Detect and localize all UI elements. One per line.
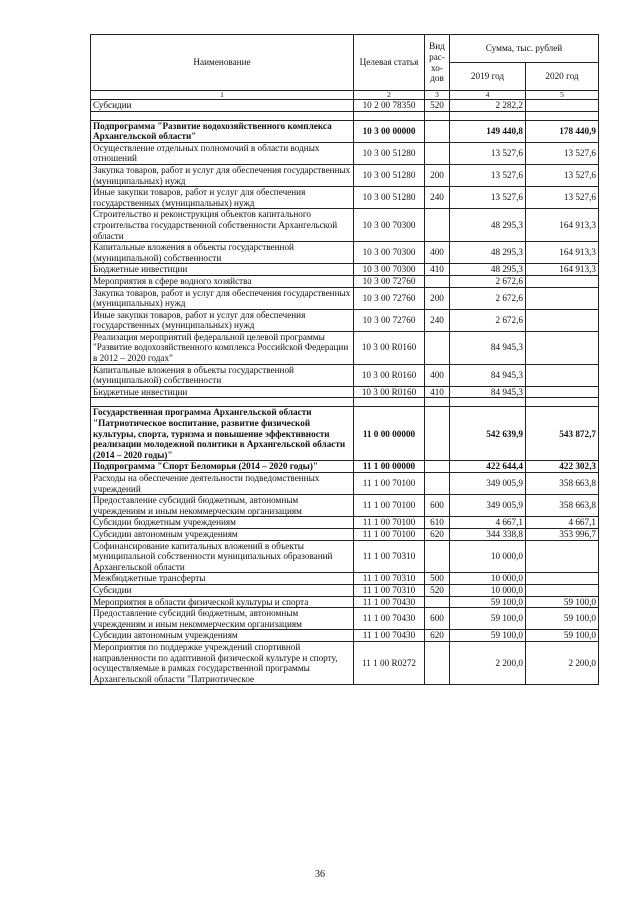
cell-sum-2020 [526, 584, 599, 596]
cell-sum-2020 [526, 573, 599, 585]
empty-cell [354, 398, 425, 407]
cell-name: Предоставление субсидий бюджетным, автономным учреждениям и иным некоммерческим организациям [91, 495, 354, 517]
table-row [91, 209, 599, 242]
cell-sum-2020 [526, 100, 599, 112]
budget-table [90, 34, 599, 685]
empty-cell [91, 398, 354, 407]
table-row [91, 309, 599, 331]
cell-sum-2019: 84 945,3 [450, 386, 526, 398]
header-article: Целевая статья [354, 35, 425, 91]
cell-sum-2019: 48 295,3 [450, 242, 526, 264]
cell-type: 620 [425, 528, 450, 540]
cell-type: 240 [425, 187, 450, 209]
cell-type [425, 120, 450, 142]
cell-sum-2019: 349 005,9 [450, 495, 526, 517]
cell-sum-2020 [526, 386, 599, 398]
cell-name: Бюджетные инвестиции [91, 264, 354, 276]
cell-type: 240 [425, 309, 450, 331]
cell-name: Софинансирование капитальных вложений в объекты муниципальной собственности муниципальных образований Архангельской области [91, 540, 354, 573]
cell-article: 10 3 00 72760 [354, 275, 425, 287]
cell-type [425, 275, 450, 287]
cell-type: 200 [425, 164, 450, 186]
column-index: 1 [91, 91, 354, 100]
cell-article: 11 1 00 R0272 [354, 641, 425, 684]
cell-sum-2020: 358 663,8 [526, 495, 599, 517]
empty-cell [526, 111, 599, 120]
table-row [91, 584, 599, 596]
cell-name: Реализация мероприятий федеральной целевой программы "Развитие водохозяйственного комплекса Российской Федерации в 2012 – 2020 годах" [91, 331, 354, 364]
column-index: 5 [526, 91, 599, 100]
table-row [91, 164, 599, 186]
table-row [91, 386, 599, 398]
cell-article: 11 1 00 70100 [354, 528, 425, 540]
cell-sum-2020: 13 527,6 [526, 142, 599, 164]
cell-sum-2020: 2 200,0 [526, 641, 599, 684]
table-row [91, 275, 599, 287]
cell-name: Подпрограмма "Развитие водохозяйственного комплекса Архангельской области" [91, 120, 354, 142]
cell-type [425, 142, 450, 164]
cell-sum-2019: 149 440,8 [450, 120, 526, 142]
cell-type [425, 540, 450, 573]
cell-sum-2019: 10 000,0 [450, 584, 526, 596]
cell-name: Осуществление отдельных полномочий в области водных отношений [91, 142, 354, 164]
table-row [91, 528, 599, 540]
cell-sum-2020: 59 100,0 [526, 608, 599, 630]
cell-type: 410 [425, 386, 450, 398]
cell-article: 11 1 00 00000 [354, 461, 425, 473]
table-row [91, 495, 599, 517]
header-name: Наименование [91, 35, 354, 91]
empty-cell [425, 398, 450, 407]
empty-cell [354, 111, 425, 120]
table-row [91, 540, 599, 573]
empty-cell [450, 398, 526, 407]
cell-sum-2020: 4 667,1 [526, 517, 599, 529]
empty-cell [526, 398, 599, 407]
cell-sum-2019: 59 100,0 [450, 630, 526, 642]
cell-sum-2020 [526, 540, 599, 573]
cell-sum-2019: 4 667,1 [450, 517, 526, 529]
cell-article: 10 3 00 72760 [354, 309, 425, 331]
cell-name: Государственная программа Архангельской области "Патриотическое воспитание, развитие физической культуры, спорта, туризма и повышение эффективности реализации молодежной политики в Архангельской области (2014 – 2020 годы)" [91, 407, 354, 461]
cell-name: Иные закупки товаров, работ и услуг для обеспечения государственных (муниципальных) нужд [91, 187, 354, 209]
cell-name: Субсидии автономным учреждениям [91, 630, 354, 642]
cell-name: Подпрограмма "Спорт Беломорья (2014 – 2020 годы)" [91, 461, 354, 473]
cell-name: Иные закупки товаров, работ и услуг для обеспечения государственных (муниципальных) нужд [91, 309, 354, 331]
cell-article: 10 3 00 70300 [354, 209, 425, 242]
cell-article: 11 1 00 70310 [354, 584, 425, 596]
table-row [91, 120, 599, 142]
cell-type [425, 331, 450, 364]
cell-sum-2020: 164 913,3 [526, 242, 599, 264]
cell-sum-2020: 59 100,0 [526, 630, 599, 642]
table-row [91, 142, 599, 164]
spacer-row [91, 398, 599, 407]
cell-sum-2020: 164 913,3 [526, 209, 599, 242]
cell-sum-2020 [526, 287, 599, 309]
cell-sum-2019: 2 672,6 [450, 309, 526, 331]
cell-sum-2019: 349 005,9 [450, 473, 526, 495]
cell-type: 600 [425, 495, 450, 517]
cell-name: Субсидии бюджетным учреждениям [91, 517, 354, 529]
table-row [91, 608, 599, 630]
cell-name: Субсидии [91, 584, 354, 596]
cell-type: 600 [425, 608, 450, 630]
cell-type: 520 [425, 100, 450, 112]
table-row [91, 187, 599, 209]
header-sum: Сумма, тыс. рублей [450, 35, 599, 63]
cell-sum-2019: 422 644,4 [450, 461, 526, 473]
cell-article: 10 3 00 51280 [354, 187, 425, 209]
header-year-2019: 2019 год [450, 63, 526, 91]
cell-type: 520 [425, 584, 450, 596]
cell-article: 10 3 00 51280 [354, 142, 425, 164]
cell-sum-2019: 48 295,3 [450, 264, 526, 276]
cell-sum-2019: 13 527,6 [450, 187, 526, 209]
table-row [91, 596, 599, 608]
page-number: 36 [315, 869, 325, 880]
table-row [91, 100, 599, 112]
cell-sum-2019: 10 000,0 [450, 573, 526, 585]
table-row [91, 287, 599, 309]
header-year-2020: 2020 год [526, 63, 599, 91]
cell-article: 10 3 00 R0160 [354, 331, 425, 364]
table-row [91, 641, 599, 684]
cell-name: Межбюджетные трансферты [91, 573, 354, 585]
cell-article: 11 1 00 70430 [354, 630, 425, 642]
cell-sum-2019: 2 282,2 [450, 100, 526, 112]
cell-type [425, 473, 450, 495]
header-type: Вид рас-хо-дов [425, 35, 450, 91]
cell-type [425, 596, 450, 608]
table-body [91, 100, 599, 685]
cell-sum-2020: 59 100,0 [526, 596, 599, 608]
cell-name: Субсидии [91, 100, 354, 112]
cell-article: 11 1 00 70100 [354, 473, 425, 495]
cell-name: Строительство и реконструкция объектов капитального строительства государственной собственности Архангельской области [91, 209, 354, 242]
cell-sum-2020: 13 527,6 [526, 164, 599, 186]
cell-article: 11 1 00 70430 [354, 596, 425, 608]
cell-article: 11 1 00 70100 [354, 495, 425, 517]
header-row [91, 35, 599, 63]
cell-type: 500 [425, 573, 450, 585]
table-row [91, 630, 599, 642]
table-row [91, 264, 599, 276]
cell-sum-2019: 13 527,6 [450, 142, 526, 164]
cell-sum-2019: 59 100,0 [450, 608, 526, 630]
cell-article: 10 2 00 78350 [354, 100, 425, 112]
cell-name: Капитальные вложения в объекты государственной (муниципальной) собственности [91, 364, 354, 386]
table-row [91, 517, 599, 529]
column-index: 3 [425, 91, 450, 100]
cell-type [425, 209, 450, 242]
cell-sum-2019: 13 527,6 [450, 164, 526, 186]
cell-type [425, 641, 450, 684]
cell-sum-2019: 84 945,3 [450, 364, 526, 386]
table-row [91, 407, 599, 461]
cell-article: 11 0 00 00000 [354, 407, 425, 461]
cell-type [425, 407, 450, 461]
table-row [91, 364, 599, 386]
empty-cell [450, 111, 526, 120]
cell-name: Мероприятия в сфере водного хозяйства [91, 275, 354, 287]
cell-article: 10 3 00 R0160 [354, 386, 425, 398]
cell-sum-2020: 353 996,7 [526, 528, 599, 540]
cell-article: 10 3 00 70300 [354, 242, 425, 264]
cell-sum-2019: 2 200,0 [450, 641, 526, 684]
cell-sum-2020: 178 440,9 [526, 120, 599, 142]
cell-sum-2019: 2 672,6 [450, 287, 526, 309]
cell-sum-2019: 84 945,3 [450, 331, 526, 364]
cell-type: 410 [425, 264, 450, 276]
cell-type: 400 [425, 364, 450, 386]
cell-name: Мероприятия в области физической культуры и спорта [91, 596, 354, 608]
cell-sum-2020 [526, 364, 599, 386]
cell-sum-2020 [526, 275, 599, 287]
cell-article: 10 3 00 51280 [354, 164, 425, 186]
cell-sum-2019: 344 338,8 [450, 528, 526, 540]
cell-sum-2019: 542 639,9 [450, 407, 526, 461]
cell-name: Расходы на обеспечение деятельности подведомственных учреждений [91, 473, 354, 495]
column-index: 4 [450, 91, 526, 100]
cell-sum-2019: 2 672,6 [450, 275, 526, 287]
cell-article: 11 1 00 70430 [354, 608, 425, 630]
cell-article: 11 1 00 70310 [354, 573, 425, 585]
cell-article: 10 3 00 R0160 [354, 364, 425, 386]
cell-article: 10 3 00 70300 [354, 264, 425, 276]
column-index: 2 [354, 91, 425, 100]
column-index-row [91, 91, 599, 100]
cell-type: 610 [425, 517, 450, 529]
cell-name: Предоставление субсидий бюджетным, автономным учреждениям и иным некоммерческим организациям [91, 608, 354, 630]
cell-sum-2020: 543 872,7 [526, 407, 599, 461]
cell-sum-2019: 48 295,3 [450, 209, 526, 242]
table-row [91, 573, 599, 585]
cell-name: Субсидии автономным учреждениям [91, 528, 354, 540]
cell-name: Мероприятия по поддержке учреждений спортивной направленности по адаптивной физической культуре и спорту, осуществляемые в рамках государственной программы Архангельской области "Патриотическое [91, 641, 354, 684]
table-row [91, 242, 599, 264]
cell-name: Бюджетные инвестиции [91, 386, 354, 398]
cell-article: 11 1 00 70100 [354, 517, 425, 529]
cell-article: 10 3 00 72760 [354, 287, 425, 309]
empty-cell [425, 111, 450, 120]
cell-name: Закупка товаров, работ и услуг для обеспечения государственных (муниципальных) нужд [91, 164, 354, 186]
cell-sum-2020 [526, 309, 599, 331]
cell-name: Капитальные вложения в объекты государственной (муниципальной) собственности [91, 242, 354, 264]
cell-name: Закупка товаров, работ и услуг для обеспечения государственных (муниципальных) нужд [91, 287, 354, 309]
cell-article: 11 1 00 70310 [354, 540, 425, 573]
cell-sum-2020: 358 663,8 [526, 473, 599, 495]
cell-type: 200 [425, 287, 450, 309]
cell-sum-2020 [526, 331, 599, 364]
cell-sum-2020: 13 527,6 [526, 187, 599, 209]
cell-sum-2020: 422 302,3 [526, 461, 599, 473]
table-row [91, 331, 599, 364]
cell-type [425, 461, 450, 473]
cell-article: 10 3 00 00000 [354, 120, 425, 142]
cell-sum-2019: 10 000,0 [450, 540, 526, 573]
empty-cell [91, 111, 354, 120]
cell-type: 400 [425, 242, 450, 264]
cell-sum-2020: 164 913,3 [526, 264, 599, 276]
cell-type: 620 [425, 630, 450, 642]
cell-sum-2019: 59 100,0 [450, 596, 526, 608]
table-row [91, 473, 599, 495]
table-row [91, 461, 599, 473]
spacer-row [91, 111, 599, 120]
